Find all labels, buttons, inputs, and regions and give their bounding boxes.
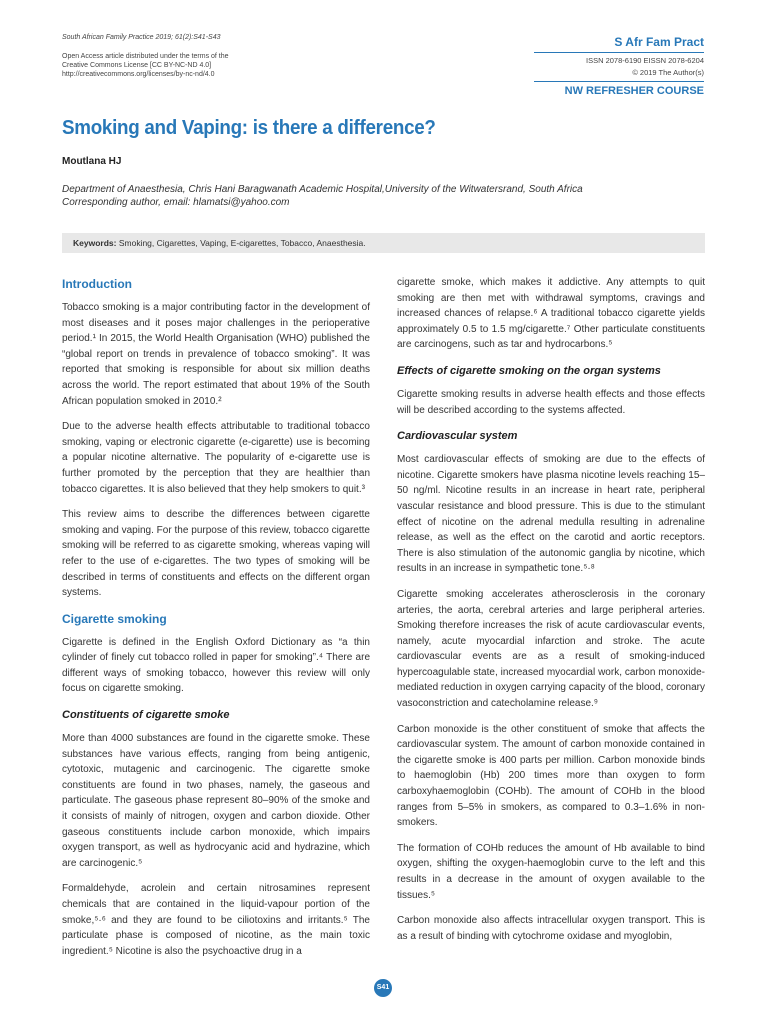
issn: ISSN 2078-6190 EISSN 2078-6204 (586, 56, 704, 65)
license-link[interactable]: http://creativecommons.org/licenses/by-nc-nd/4.0 (62, 71, 215, 78)
course-label: NW REFRESHER COURSE (534, 81, 704, 97)
subsection-heading-effects: Effects of cigarette smoking on the organ systems (397, 364, 661, 377)
paragraph: Cigarette is defined in the English Oxford Dictionary as “a thin cylinder of finely cut tobacco rolled in paper for smoking”.⁴ There are different ways of smoking tobacco, however this review will only focus on cigarette smoking. (62, 636, 370, 695)
paragraph: Cigarette smoking accelerates atherosclerosis in the coronary arteries, the aorta, cerebral arteries and large peripheral arteries. Smoking therefore increases the risk of acute cardiovascular events, namely, acute myocardial infarction and stroke. The acute cardiovascular events are as a result of smoking-induced hypercoagulable state, increased myocardial work, carbon monoxide-mediated reduction in oxygen carrying capacity of the blood, coronary vasoconstriction and catecholamine release.⁹ (397, 588, 705, 710)
section-heading-cigarette-smoking: Cigarette smoking (62, 611, 167, 626)
corresponding-author: Corresponding author, email: hlamatsi@yahoo.com (62, 197, 290, 208)
paragraph: Carbon monoxide is the other constituent of smoke that affects the cardiovascular system. The amount of carbon monoxide contained in the cigarette smoke is 400 parts per million. Carbon monoxide binds to haemoglobin (Hb) 200 times more than oxygen to form carboxyhaemoglobin (COHb). The amount of COHb in the blood ranges from 5–5% in smokers, as compared to 0.3–1.6% in non-smokers. (397, 723, 705, 829)
paragraph: cigarette smoke, which makes it addictive. Any attempts to quit smoking are then met with withdrawal symptoms, cravings and increased chances of relapse.⁶ A traditional tobacco cigarette yields approximately 0.5 to 1.5 mg/cigarette.⁷ Other particulate constituents are carcinogens, such as tar and hydrocarbons.⁵ (397, 277, 705, 351)
header-citation (62, 33, 229, 79)
paragraph: This review aims to describe the differences between cigarette smoking and vaping. For the purpose of this review, tobacco cigarette smoking will be referred to as cigarette smoking, whereas vaping will refer to the use of e-cigarettes. The two types of smoking will be described in terms of constituents and effects on the different organ systems. (62, 509, 370, 599)
paragraph: Tobacco smoking is a major contributing factor in the development of most diseases and it poses major challenges in the perioperative period.¹ In 2015, the World Health Organisation (WHO) published the “global report on trends in prevalence of tobacco smoking”. It was reported that smoking is responsible for about six million deaths across the world. The report estimated that about 19% of the South African population smoked in 2010.² (62, 302, 370, 407)
subsection-heading-cardiovascular: Cardiovascular system (397, 430, 518, 443)
article-title: Smoking and Vaping: is there a difference? (62, 117, 436, 139)
affiliation: Department of Anaesthesia, Chris Hani Baragwanath Academic Hospital,University of the Witwatersrand, South Africa (62, 184, 583, 195)
right-column (397, 275, 705, 954)
license-line: Open Access article distributed under the terms of the (62, 53, 229, 60)
header-journal-block (534, 35, 704, 97)
journal-short-name: S Afr Fam Pract (534, 35, 704, 53)
copyright: © 2019 The Author(s) (632, 68, 704, 77)
journal-citation: South African Family Practice 2019; 61(2):S41-S43 (62, 34, 221, 41)
keywords-bar (62, 233, 705, 253)
paragraph: More than 4000 substances are found in the cigarette smoke. These substances have various effects, ranging from being antigenic, cytotoxic, mutagenic and carcinogenic. The cigarette smoke constituents are found in two phases, namely, the gaseous and particulate. The gaseous phase represent 80–90% of the smoke and it consists of mainly of nitrogen, oxygen and carbon dioxide. Other gaseous constituents include carbon monoxide, which impairs oxygen transport, as well as hydrocyanic acid and hydrazine, which are carcinogenic.⁵ (62, 733, 370, 869)
keywords-list: Smoking, Cigarettes, Vaping, E-cigarettes, Tobacco, Anaesthesia. (118, 238, 366, 248)
paragraph: Formaldehyde, acrolein and certain nitrosamines represent chemicals that are contained in the liquid-vapour portion of the smoke,⁵·⁶ and they are found to be ciliotoxins and irritants.⁵ The particulate phase is composed of nicotine, as the main toxic ingredient.⁵ Nicotine is also the psychoactive drug in a (62, 883, 370, 957)
paragraph: Due to the adverse health effects attributable to traditional tobacco smoking, vaping or electronic cigarette (e-cigarette) use is becoming a popular nicotine alternative. The popularity of e-cigarette use is further promoted by the perception that they are healthier than tobacco cigarettes. It is also believed that they help smokers to quit.³ (62, 421, 370, 495)
article-author: Moutlana HJ (62, 156, 122, 167)
subsection-heading-constituents: Constituents of cigarette smoke (62, 709, 230, 722)
keywords-label: Keywords: (73, 238, 117, 248)
paragraph: The formation of COHb reduces the amount of Hb available to bind oxygen, shifting the oxygen-haemoglobin curve to the left and this results in a decrease in the amount of oxygen available to the tissues.⁵ (397, 842, 705, 901)
left-column (62, 272, 370, 969)
section-heading-introduction: Introduction (62, 277, 132, 291)
paragraph: Cigarette smoking results in adverse health effects and those effects will be described according to the systems affected. (397, 388, 705, 416)
page-number-badge: S41 (374, 979, 392, 997)
affiliation-block (62, 183, 583, 209)
license-line: Creative Commons License [CC BY-NC-ND 4.0] (62, 62, 212, 69)
paragraph: Carbon monoxide also affects intracellular oxygen transport. This is as a result of binding with cytochrome oxidase and myoglobin, (397, 915, 705, 942)
paragraph: Most cardiovascular effects of smoking are due to the effects of nicotine. Cigarette smokers have plasma nicotine levels reaching 15–50 ng/ml. Nicotine results in an increase in heart rate, peripheral vascular resistance and blood pressure. This is due to the stimulant effect of nicotine on the adrenal medulla resulting in adrenaline release, as well as the effect on the carotid and aortic receptors. There is also stimulation of the autonomic ganglia by nicotine, which results in an increase in sympathetic tone.⁵·⁸ (397, 454, 705, 575)
